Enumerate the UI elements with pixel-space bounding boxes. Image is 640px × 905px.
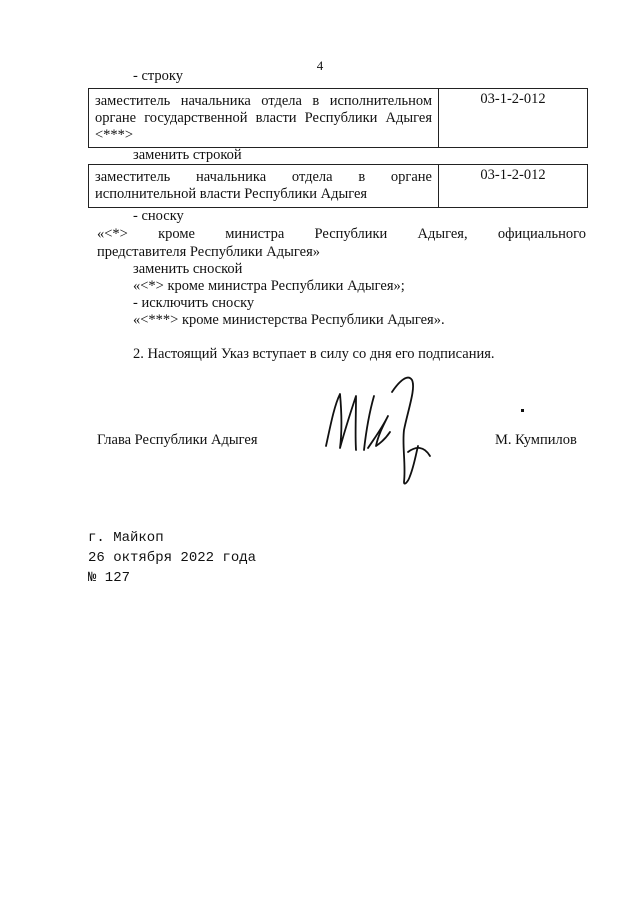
- handwritten-signature: [320, 366, 440, 496]
- paragraph-2: 2. Настоящий Указ вступает в силу со дня его подписания.: [133, 346, 495, 362]
- old-row-description: [89, 89, 439, 147]
- label-replace-footnote: заменить сноской: [133, 261, 243, 277]
- new-row-line-1: заместитель начальника отдела в органе: [95, 169, 432, 185]
- old-row-line-3: <***>: [95, 127, 134, 143]
- old-row-line-2: органе государственной власти Республики Адыгея: [95, 110, 432, 126]
- decree-number: № 127: [88, 570, 131, 586]
- issue-date: 26 октября 2022 года: [88, 550, 257, 566]
- footnote-old-line-1: «<*> кроме министра Республики Адыгея, официального: [97, 226, 586, 242]
- excluded-footnote: «<***> кроме министерства Республики Адыгея».: [133, 312, 445, 328]
- new-row-code: 03-1-2-012: [480, 167, 546, 183]
- label-replace-row: заменить строкой: [133, 147, 242, 163]
- new-row-description: [89, 165, 439, 207]
- signature-position: Глава Республики Адыгея: [97, 432, 258, 448]
- label-row-old: - строку: [133, 68, 183, 84]
- page-number: 4: [316, 58, 324, 73]
- old-row-code: 03-1-2-012: [480, 91, 546, 107]
- signature-name: М. Кумпилов: [495, 432, 577, 448]
- label-footnote: - сноску: [133, 208, 184, 224]
- new-row-line-2: исполнительной власти Республики Адыгея: [95, 186, 368, 202]
- table-old-row: [88, 88, 588, 148]
- issue-city: г. Майкоп: [88, 530, 164, 546]
- label-exclude-footnote: - исключить сноску: [133, 295, 255, 311]
- footnote-old-line-2: представителя Республики Адыгея»: [97, 244, 320, 260]
- footnote-new: «<*> кроме министра Республики Адыгея»;: [133, 278, 405, 294]
- ink-dot: [521, 409, 524, 412]
- old-row-line-1: заместитель начальника отдела в исполнительном: [95, 93, 432, 109]
- table-new-row: [88, 164, 588, 208]
